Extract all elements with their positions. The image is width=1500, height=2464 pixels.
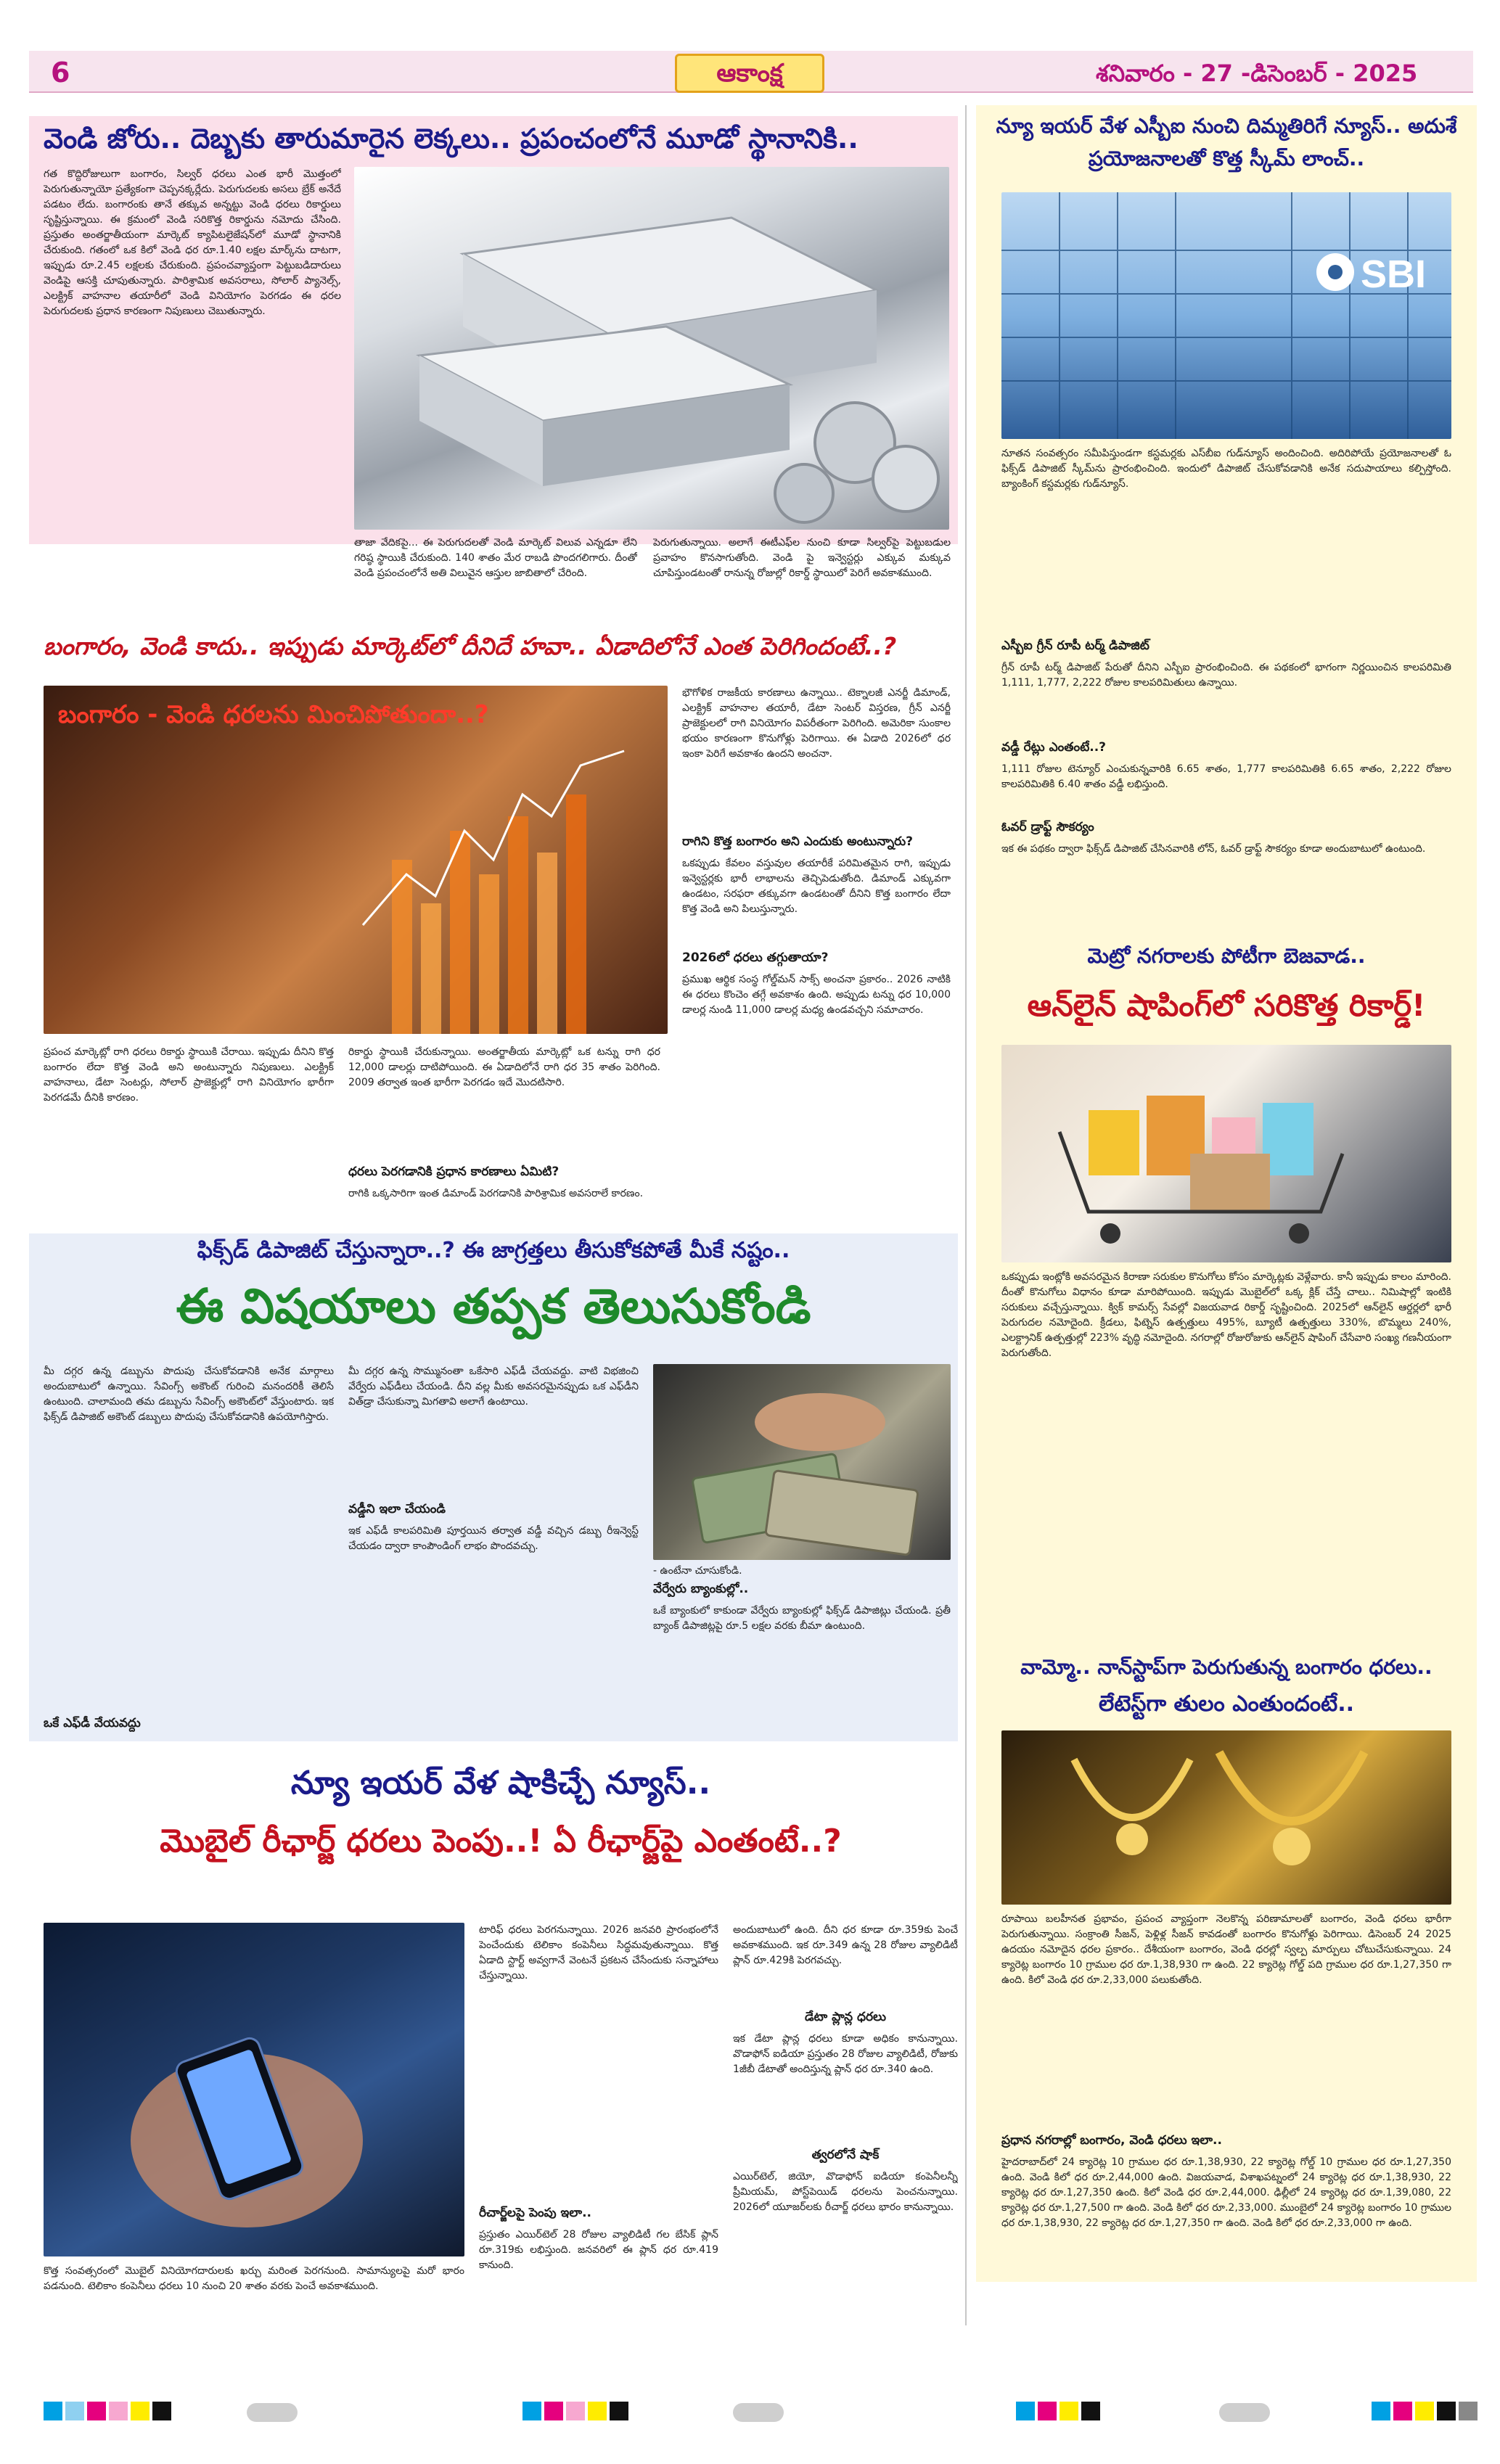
- sbi-sign: SBI: [1361, 252, 1427, 296]
- copper-chart-image: [44, 686, 668, 1034]
- copper-question-1: రాగిని కొత్త బంగారం అని ఎందుకు అంటున్నారు?: [682, 834, 913, 849]
- registration-color-bar: [44, 2402, 171, 2420]
- recharge-col-a3: ప్రస్తుతం ఎయిర్‌టెల్ 28 రోజుల వ్యాలిడిటీ గల బేసిక్ ప్లాన్ రూ.319కు లభిస్తుంది. జనవరిలో ఈ ప్లాన్ ధర రూ.419 కానుంది.: [479, 2229, 718, 2271]
- building-illustration: [1001, 192, 1451, 439]
- copper-col-c2: రాగికి ఒక్కసారిగా ఇంత డిమాండ్ పెరగడానికి పారిశ్రామిక అవసరాలే కారణం.: [348, 1188, 644, 1199]
- silver-bars-image: [354, 167, 949, 530]
- copper-kicker: బంగారం, వెండి కాదు.. ఇప్పుడు మార్కెట్‌లో దీనిదే హవా.. ఏడాదిలోనే ఎంత పెరిగిందంటే..?: [44, 632, 897, 660]
- recharge-col-b3: ఎయిర్‌టెల్, జియో, వొడాఫోన్ ఐడియా కంపెనీలన్నీ ప్రీమియమ్, పోస్ట్‌పెయిడ్ ధరలను పెంచనున్నాయి. 2026లో యూజర్‌లకు రీచార్జ్ ధరలు భారం కానున్నాయి.: [733, 2171, 958, 2213]
- sbi-sub-b: వడ్డీ రేట్లు ఎంతంటే..?: [1001, 740, 1107, 755]
- mobile-phone-image: [44, 1923, 464, 2256]
- shopping-body: ఒకప్పుడు ఇంట్లోకి అవసరమైన కిరాణా సరుకుల కొనుగోలు కోసం మార్కెట్లకు వెళ్లేవారు. కానీ ఇప్పుడు కాలం మారింది. దీంతో కొనుగోలు విధానం కూడా మారిపోయింది. ఇప్పుడు మొబైల్‌లో ఒక్క క్లిక్ చేస్తే చాలు.. నిమిషాల్లో ఇంటికి సరుకులు వచ్చేస్తున్నాయి. క్విక్ కామర్స్ సేవల్లో విజయవాడ రికార్డ్ సృష్టించింది. 2025లో ఆన్‌లైన్ ఆర్డర్లలో భారీ పెరుగుదల నమోదైంది. క్రీడలు, ఫిట్నెస్ ఉత్పత్తులు 495%, బ్యూటీ ఉత్పత్తులు 330%, బొమ్మలు 240%, ఎలక్ట్రానిక్ ఉత్పత్తుల్లో 223% వృద్ధి నమోదైంది. నగరాల్లో రోజురోజుకు ఆన్‌లైన్ షాపింగ్ చేసేవారి సంఖ్య గణనీయంగా పెరుగుతోంది.: [1001, 1271, 1451, 1359]
- silver-body: గత కొద్దిరోజులుగా బంగారం, సిల్వర్ ధరలు ఎంత భారీ మొత్తంలో పెరుగుతున్నాయో ప్రత్యేకంగా చెప్పనక్కర్లేదు. పెరుగుదలకు అసలు బ్రేక్ అనేదే పడటం లేదు. బంగారంకు తానే తక్కువ అన్నట్టు వెండి ధరలు రికార్డులు సృష్టిస్తున్నాయి. ఈ క్రమంలో వెండి సరికొత్త రికార్డును నమోదు చేసింది. ప్రస్తుతం అంతర్జాతీయంగా మార్కెట్ క్యాపిటలైజేషన్‌లో మూడో స్థానానికి చేరుకుంది. గతంలో ఒక కిలో వెండి ధర రూ.1.40 లక్షల మార్క్‌ను దాటగా, ఇప్పుడు రూ.2.45 లక్షలకు చేరుకుంది. ప్రపంచవ్యాప్తంగా పెట్టుబడిదారులు వెండిపై ఆసక్తి చూపుతున్నారు. పారిశ్రామిక అవసరాలు, సోలార్ ప్యానెల్స్, ఎలక్ట్రిక్ వాహనాల తయారీలో వెండి వినియోగం పెరగడం ఈ ధరల పెరుగుదలకు ప్రధాన కారణంగా నిపుణులు చెబుతున్నారు.: [44, 168, 341, 317]
- shopping-headline: ఆన్‌లైన్ షాపింగ్‌లో సరికొత్త రికార్డ్!: [1027, 987, 1426, 1023]
- sbi-sub-c: ఓవర్ డ్రాఫ్ట్ సౌకర్యం: [1001, 820, 1094, 834]
- fd-image-caption: - ఉంటేనా చూసుకోండి.: [653, 1565, 742, 1577]
- column-divider: [965, 105, 967, 2325]
- copper-col-a3: ప్రముఖ ఆర్థిక సంస్థ గోల్డ్‌మన్ సాక్స్ అంచనా ప్రకారం.. 2026 నాటికి ఈ ధరలు కొంచెం తగ్గే అవకాశం ఉంది. అప్పుడు టన్ను ధర 10,000 డాలర్ల నుండి 11,000 డాలర్ల మధ్య ఉండవచ్చని సమాచారం.: [682, 974, 951, 1016]
- goldprice-sub: ప్రధాన నగరాల్లో బంగారం, వెండి ధరలు ఇలా..: [1001, 2133, 1222, 2148]
- silver-body-3: పెరుగుతున్నాయి. అలాగే ఈటీఎఫ్‌ల నుంచి కూడా సిల్వర్‌పై పెట్టుబడుల ప్రవాహం కొనసాగుతోంది. వెండి పై ఇన్వెస్టర్లు ఎక్కువ మక్కువ చూపిస్తుండటంతో రానున్న రోజుల్లో రికార్డ్ స్థాయిలో పెరిగే అవకాశముంది.: [653, 537, 951, 579]
- sbi-sub-a: ఎస్బీఐ గ్రీన్ రూపీ టర్మ్ డిపాజిట్: [1001, 638, 1149, 653]
- cart-illustration: [1001, 1045, 1451, 1262]
- registration-color-bar: [1016, 2402, 1100, 2420]
- recharge-sub-a: రీచార్జ్‌లపై పెంపు ఇలా..: [479, 2206, 591, 2220]
- recharge-col-a: టారిఫ్ ధరలు పెరగనున్నాయి. 2026 జనవరి ప్రారంభంలోనే పెంచేందుకు టెలికాం కంపెనీలు సిద్ధమవుతున్నాయి. కొత్త ఏడాది స్టార్ట్ అవ్వగానే వెంటనే ప్రకటన చేసేందుకు సన్నాహాలు చేస్తున్నాయి.: [479, 1924, 718, 1982]
- recharge-sub-b: డేటా ప్లాన్ల ధరలు: [805, 2010, 886, 2024]
- sbi-body-2: గ్రీన్ రూపీ టర్మ్ డిపాజిట్ పేరుతో దీనిని ఎస్బీఐ ప్రారంభించింది. ఈ పథకంలో భాగంగా నిర్ణయించిన కాలపరిమితి 1,111, 1,777, 2,222 రోజుల కాలపరిమితులు ఉన్నాయి.: [1001, 662, 1451, 689]
- goldprice-body-2: హైదరాబాద్‌లో 24 క్యారెట్ల 10 గ్రాముల ధర రూ.1,38,930, 22 క్యారెట్ల గోల్డ్ 10 గ్రాముల ధర రూ.1,27,350 ఉంది. వెండి కిలో ధర రూ.2,44,000 ఉంది. విజయవాడ, విశాఖపట్నంలో 24 క్యారెట్ల ధర రూ.1,38,930, 22 క్యారెట్ల ధర రూ.1,27,350 ఉంది. కిలో వెండి ధర రూ.2,44,000. ఢిల్లీలో 24 క్యారెట్ల ధర రూ.1,39,080, 22 క్యారెట్ల ధర రూ.1,27,500 గా ఉంది. వెండి కిలో ధర రూ.2,33,000. ముంబైలో 24 క్యారెట్ల బంగారం 10 గ్రాముల ధర రూ.1,38,930, 22 క్యారెట్ల ధర రూ.1,27,350 గా ఉంది. వెండి కిలో ధర రూ.2,33,000 గా ఉంది.: [1001, 2156, 1451, 2229]
- sbi-body-4: ఇక ఈ పథకం ద్వారా ఫిక్స్‌డ్ డిపాజిట్ చేసినవారికి లోన్, ఓవర్ డ్రాఫ్ట్ సౌకర్యం కూడా అందుబాటులో ఉంటుంది.: [1001, 843, 1426, 855]
- recharge-headline: మొబైల్ రీఛార్జ్ ధరలు పెంపు..! ఏ రీఛార్జ్‌పై ఎంతంటే..?: [160, 1823, 842, 1860]
- money-illustration: [653, 1364, 951, 1560]
- copper-image-caption: బంగారం - వెండి ధరలను మించిపోతుందా..?: [58, 700, 489, 729]
- recharge-sub-c: త్వరలోనే షాక్: [811, 2148, 880, 2162]
- copper-col-c: రికార్డు స్థాయికి చేరుకున్నాయి. అంతర్జాతీయ మార్కెట్లో ఒక టన్ను రాగి ధర 12,000 డాలర్లు దాటిపోయింది. ఈ ఏడాదిలోనే రాగి ధర 35 శాతం పెరిగింది. 2009 తర్వాత ఇంత భారీగా పెరగడం ఇదే మొదటిసారి.: [348, 1046, 660, 1088]
- recharge-col-a2: కొత్త సంవత్సరంలో మొబైల్ వినియోగదారులకు ఖర్చు మరింత పెరగనుంది. సామాన్యులపై మరో భారం పడనుంది. టెలికాం కంపెనీలు ధరలు 10 నుంచి 20 శాతం వరకు పెంచే అవకాశముంది.: [44, 2265, 464, 2292]
- sbi-building-image: [1001, 192, 1451, 439]
- copper-question-3: ధరలు పెరగడానికి ప్రధాన కారణాలు ఏమిటి?: [348, 1165, 560, 1179]
- recharge-kicker: న్యూ ఇయర్ వేళ షాకిచ్చే న్యూస్..: [290, 1765, 711, 1802]
- dateline: శనివారం - 27 -డిసెంబర్ - 2025: [1096, 59, 1418, 87]
- goldprice-body: రూపాయి బలహీనత ప్రభావం, ప్రపంచ వ్యాప్తంగా నెలకొన్న పరిణామాలతో బంగారం, వెండి ధరలు భారీగా పెరుగుతున్నాయి. సంక్రాంతి సీజన్, పెళ్లిళ్ల సీజన్ కావడంతో బంగారం కొనుగోళ్లు పెరిగాయి. డిసెంబర్ 24 2025 ఉదయం నమోదైన ధరల ప్రకారం.. దేశీయంగా బంగారం, వెండి ధరల్లో స్వల్ప మార్పులు చోటుచేసుకున్నాయి. 24 క్యారెట్ల బంగారం 10 గ్రాముల ధర రూ.1,38,930 గా ఉంది. 22 క్యారెట్ల గోల్డ్ పది గ్రాముల ధర రూ.1,27,350 గా ఉంది. కిలో వెండి ధర రూ.2,33,000 పలుకుతోంది.: [1001, 1913, 1451, 1986]
- silver-body-2: తాజా వేదికపై... ఈ పెరుగుదలతో వెండి మార్కెట్ విలువ ఎన్నడూ లేని గరిష్ఠ స్థాయికి చేరుకుంది. 140 శాతం మేర రాబడి పొందగలిగారు. దీంతో వెండి ప్రపంచంలోనే అతి విలువైన ఆస్తుల జాబితాలో చేరింది.: [354, 537, 637, 579]
- silver-headline: వెండి జోరు.. దెబ్బకు తారుమారైన లెక్కలు.. ప్రపంచంలోనే మూడో స్థానానికి..: [44, 123, 858, 155]
- goldprice-kicker: వామ్మో.. నాన్‌స్టాప్‌గా పెరుగుతున్న బంగారం ధరలు..: [1020, 1655, 1433, 1679]
- recharge-col-b: అందుబాటులో ఉంది. దీని ధర కూడా రూ.359కు పెంచే అవకాశముంది. ఇక రూ.349 ఉన్న 28 రోజుల వ్యాలిడిటీ ప్లాన్ రూ.429కి పెరగవచ్చు.: [733, 1924, 958, 1966]
- registration-color-bar: [522, 2402, 628, 2420]
- fd-headline: ఈ విషయాలు తప్పక తెలుసుకోండి: [176, 1278, 811, 1334]
- shopping-cart-image: [1001, 1045, 1451, 1262]
- fd-sub-a: ఒకే ఎఫ్‌డీ వేయవద్దు: [44, 1716, 141, 1730]
- newspaper-logo: ఆకాంక్ష: [675, 54, 824, 93]
- shopping-kicker: మెట్రో నగరాలకు పోటీగా బెజవాడ..: [1087, 944, 1366, 968]
- crop-mark: [1219, 2403, 1270, 2422]
- copper-col-a: భౌగోళిక రాజకీయ కారణాలు ఉన్నాయి.. టెక్నాలజీ ఎనర్జీ డిమాండ్, ఎలక్ట్రిక్ వాహనాల తయారీ, డేటా సెంటర్ విస్తరణ, గ్రీన్ ఎనర్జీ ప్రాజెక్టులలో రాగి వినియోగం విపరీతంగా పెరిగింది. అమెరికా సుంకాల భయం కారణంగా కొనుగోళ్లు పెరిగాయి. ఈ ఏడాది 2026లో ధర ఇంకా పెరిగే అవకాశం ఉందని అంచనా.: [682, 687, 951, 760]
- crop-mark: [247, 2403, 298, 2422]
- recharge-col-b2: ఇక డేటా ప్లాన్ల ధరలు కూడా అధికం కానున్నాయి. వొడాఫోన్ ఐడియా ప్రస్తుతం 28 రోజుల వ్యాలిడిటీ, రోజుకు 1జీబీ డేటాతో అందిస్తున్న ప్లాన్ ధర రూ.340 ఉంది.: [733, 2033, 958, 2075]
- fd-col-b2: ఇక ఎఫ్‌డీ కాలపరిమితి పూర్తయిన తర్వాత వడ్డీ వచ్చిన డబ్బు రీఇన్వెస్ట్ చేయడం ద్వారా కాంపౌండింగ్ లాభం పొందవచ్చు.: [348, 1525, 639, 1552]
- page-number: 6: [51, 57, 70, 89]
- fd-col-b: మీ దగ్గర ఉన్న సొమ్మునంతా ఒకేసారి ఎఫ్‌డీ చేయవద్దు. వాటి విభజించి వేర్వేరు ఎఫ్‌డీలు చేయండి. దీని వల్ల మీకు అవసరమైనప్పుడు ఒక ఎఫ్‌డీని విత్‌డ్రా చేసుకున్నా మిగతావి అలాగే ఉంటాయి.: [348, 1366, 639, 1408]
- fd-col-a: మీ దగ్గర ఉన్న డబ్బును పొదుపు చేసుకోవడానికి అనేక మార్గాలు అందుబాటులో ఉన్నాయి. సేవింగ్స్ అకౌంట్ గురించి మనందరికీ తెలిసే ఉంటుంది. చాలామంది తమ డబ్బును సేవింగ్స్ అకౌంట్‌లో వేస్తుంటారు. ఇక ఫిక్స్‌డ్ డిపాజిట్ అకౌంట్ డబ్బులు పొదుపు చేసుకోవడానికి ఉపయోగిస్తారు.: [44, 1366, 334, 1423]
- fd-col-c: ఒకే బ్యాంకులో కాకుండా వేర్వేరు బ్యాంకుల్లో ఫిక్స్‌డ్ డిపాజిట్లు చేయండి. ప్రతీ బ్యాంక్ డిపాజిట్లపై రూ.5 లక్షల వరకు బీమా ఉంటుంది.: [653, 1605, 951, 1632]
- sbi-body: నూతన సంవత్సరం సమీపిస్తుండగా కస్టమర్లకు ఎస్‌బీఐ గుడ్‌న్యూస్ అందించింది. అదిరిపోయే ప్రయోజనాలతో ఓ ఫిక్స్‌డ్ డిపాజిట్ స్కీమ్‌ను ప్రారంభించింది. ఇందులో డిపాజిట్ చేసుకోవడానికి అనేక సదుపాయాలు కల్పిస్తోంది. బ్యాంకింగ్ కస్టమర్లకు గుడ్‌న్యూస్.: [1001, 448, 1451, 490]
- jewellery-illustration: [1001, 1730, 1451, 1905]
- crop-mark: [733, 2403, 784, 2422]
- fd-kicker: ఫిక్స్‌డ్ డిపాజిట్ చేస్తున్నారా..? ఈ జాగ్రత్తలు తీసుకోకపోతే మీకే నష్టం..: [197, 1238, 790, 1263]
- phone-hand-illustration: [44, 1923, 464, 2256]
- copper-col-a2: ఒకప్పుడు కేవలం వస్తువుల తయారీకే పరిమితమైన రాగి, ఇప్పుడు ఇన్వెస్టర్లకు భారీ లాభాలను తెచ్చిపెడుతోంది. డిమాండ్ ఎక్కువగా ఉండటం, సరఫరా తక్కువగా ఉండటంతో దీనిని కొత్త బంగారం లేదా కొత్త వెండి అని పిలుస్తున్నారు.: [682, 858, 951, 915]
- stock-chart-illustration: [44, 686, 668, 1034]
- registration-color-bar: [1372, 2402, 1478, 2420]
- silver-bars-illustration: [354, 167, 949, 530]
- goldprice-headline: లేటెస్ట్‌గా తులం ఎంతుందంటే..: [1098, 1691, 1355, 1717]
- fd-sub-b: వడ్డీని ఇలా చేయండి: [348, 1502, 446, 1516]
- copper-question-2: 2026లో ధరలు తగ్గుతాయా?: [682, 950, 829, 965]
- sbi-headline: న్యూ ఇయర్ వేళ ఎస్బీఐ నుంచి దిమ్మతిరిగే న్యూస్.. అదుశే ప్రయోజనాలతో కొత్త స్కీమ్ లాంచ్..: [996, 114, 1457, 171]
- fd-sub-c: వేర్వేరు బ్యాంకుల్లో..: [653, 1582, 749, 1596]
- gold-jewellery-image: [1001, 1730, 1451, 1905]
- sbi-body-3: 1,111 రోజుల టెన్యూర్ ఎంచుకున్నవారికి 6.65 శాతం, 1,777 కాలపరిమితికి 6.65 శాతం, 2,222 రోజుల కాలపరిమితికి 6.40 శాతం వడ్డీ లభిస్తుంది.: [1001, 763, 1451, 790]
- copper-col-b: ప్రపంచ మార్కెట్లో రాగి ధరలు రికార్డు స్థాయికి చేరాయి. ఇప్పుడు దీనిని కొత్త బంగారం లేదా కొత్త వెండి అని అంటున్నారు నిపుణులు. ఎలక్ట్రిక్ వాహనాలు, డేటా సెంటర్లు, సోలార్ ప్రాజెక్టుల్లో రాగి వినియోగం భారీగా పెరగడమే దీనికి కారణం.: [44, 1046, 334, 1104]
- currency-notes-image: [653, 1364, 951, 1560]
